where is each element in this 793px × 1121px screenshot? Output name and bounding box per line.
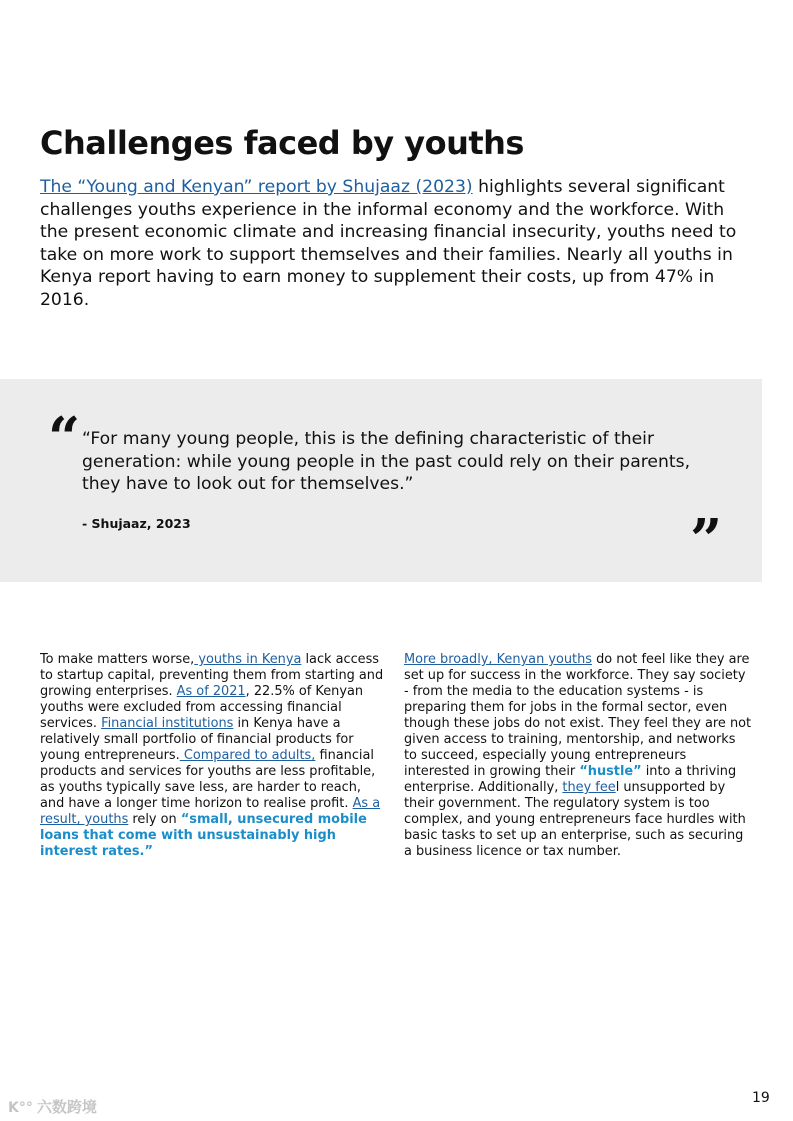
open-quote-icon: “	[48, 405, 81, 471]
shujaaz-report-link[interactable]: The “Young and Kenyan” report by Shujaaz (2023)	[40, 177, 473, 197]
left-text-6: rely on	[128, 812, 181, 827]
right-text-2: into a thriving enterprise. Additionally,	[404, 764, 737, 795]
financial-institutions-link[interactable]: Financial institutions	[101, 716, 234, 731]
left-text-2: lack access to startup capital, preventing them from starting and growing enterprises.	[40, 652, 384, 699]
mobile-loans-highlight: “small, unsecured mobile loans that come with unsustainably high interest rates.”	[40, 812, 367, 859]
right-column	[404, 652, 752, 860]
youths-in-kenya-link[interactable]: youths in Kenya	[194, 652, 302, 667]
more-broadly-link[interactable]: More broadly, Kenyan youths	[404, 652, 592, 667]
close-quote-icon: ”	[690, 507, 723, 573]
left-text-5: financial products and services for youths are less profitable, as youths typically save less, are harder to reach, and have a longer time horizon to realise profit.	[40, 748, 376, 811]
page-number: 19	[752, 1090, 770, 1106]
left-text-4: in Kenya have a relatively small portfolio of financial products for young entrepreneurs.	[40, 716, 354, 763]
as-a-result-link[interactable]: As a result, youths	[40, 796, 381, 827]
left-text-3: , 22.5% of Kenyan youths were excluded from accessing financial services.	[40, 684, 364, 731]
left-text-1: To make matters worse,	[40, 652, 195, 667]
intro-text: highlights several significant challenges youths experience in the informal economy and the workforce. With the present economic climate and increasing financial insecurity, youths need to take on more work to support themselves and their families. Nearly all youths in Kenya report having to earn money to supplement their costs, up from 47% in 2016.	[40, 177, 737, 310]
hustle-highlight: “hustle”	[579, 764, 642, 779]
quote-text: “For many young people, this is the defining characteristic of their generation: while young people in the past could rely on their parents, they have to look out for themselves.”	[82, 429, 691, 494]
right-text-1: do not feel like they are set up for success in the workforce. They say society - from the media to the education systems - is preparing them for jobs in the formal sector, even though these jobs do not exist. They feel they are not given access to training, mentorship, and networks to succeed, especially young entrepreneurs interested in growing their	[404, 652, 752, 779]
they-feel-link[interactable]: they fee	[562, 780, 616, 795]
compared-to-adults-link[interactable]: Compared to adults,	[179, 748, 316, 763]
as-of-2021-link[interactable]: As of 2021	[176, 684, 246, 699]
left-column	[40, 652, 385, 860]
right-text-3: l unsupported by their government. The regulatory system is too complex, and young entrepreneurs face hurdles with basic tasks to set up an enterprise, such as securing a business licence or tax number.	[404, 780, 746, 859]
watermark-logo-icon: K°°	[8, 1100, 33, 1116]
watermark-text: 六数跨境	[36, 1098, 97, 1116]
quote-attribution: - Shujaaz, 2023	[82, 516, 191, 531]
intro-paragraph	[40, 176, 755, 311]
watermark	[8, 1096, 97, 1117]
page-title: Challenges faced by youths	[40, 124, 524, 162]
